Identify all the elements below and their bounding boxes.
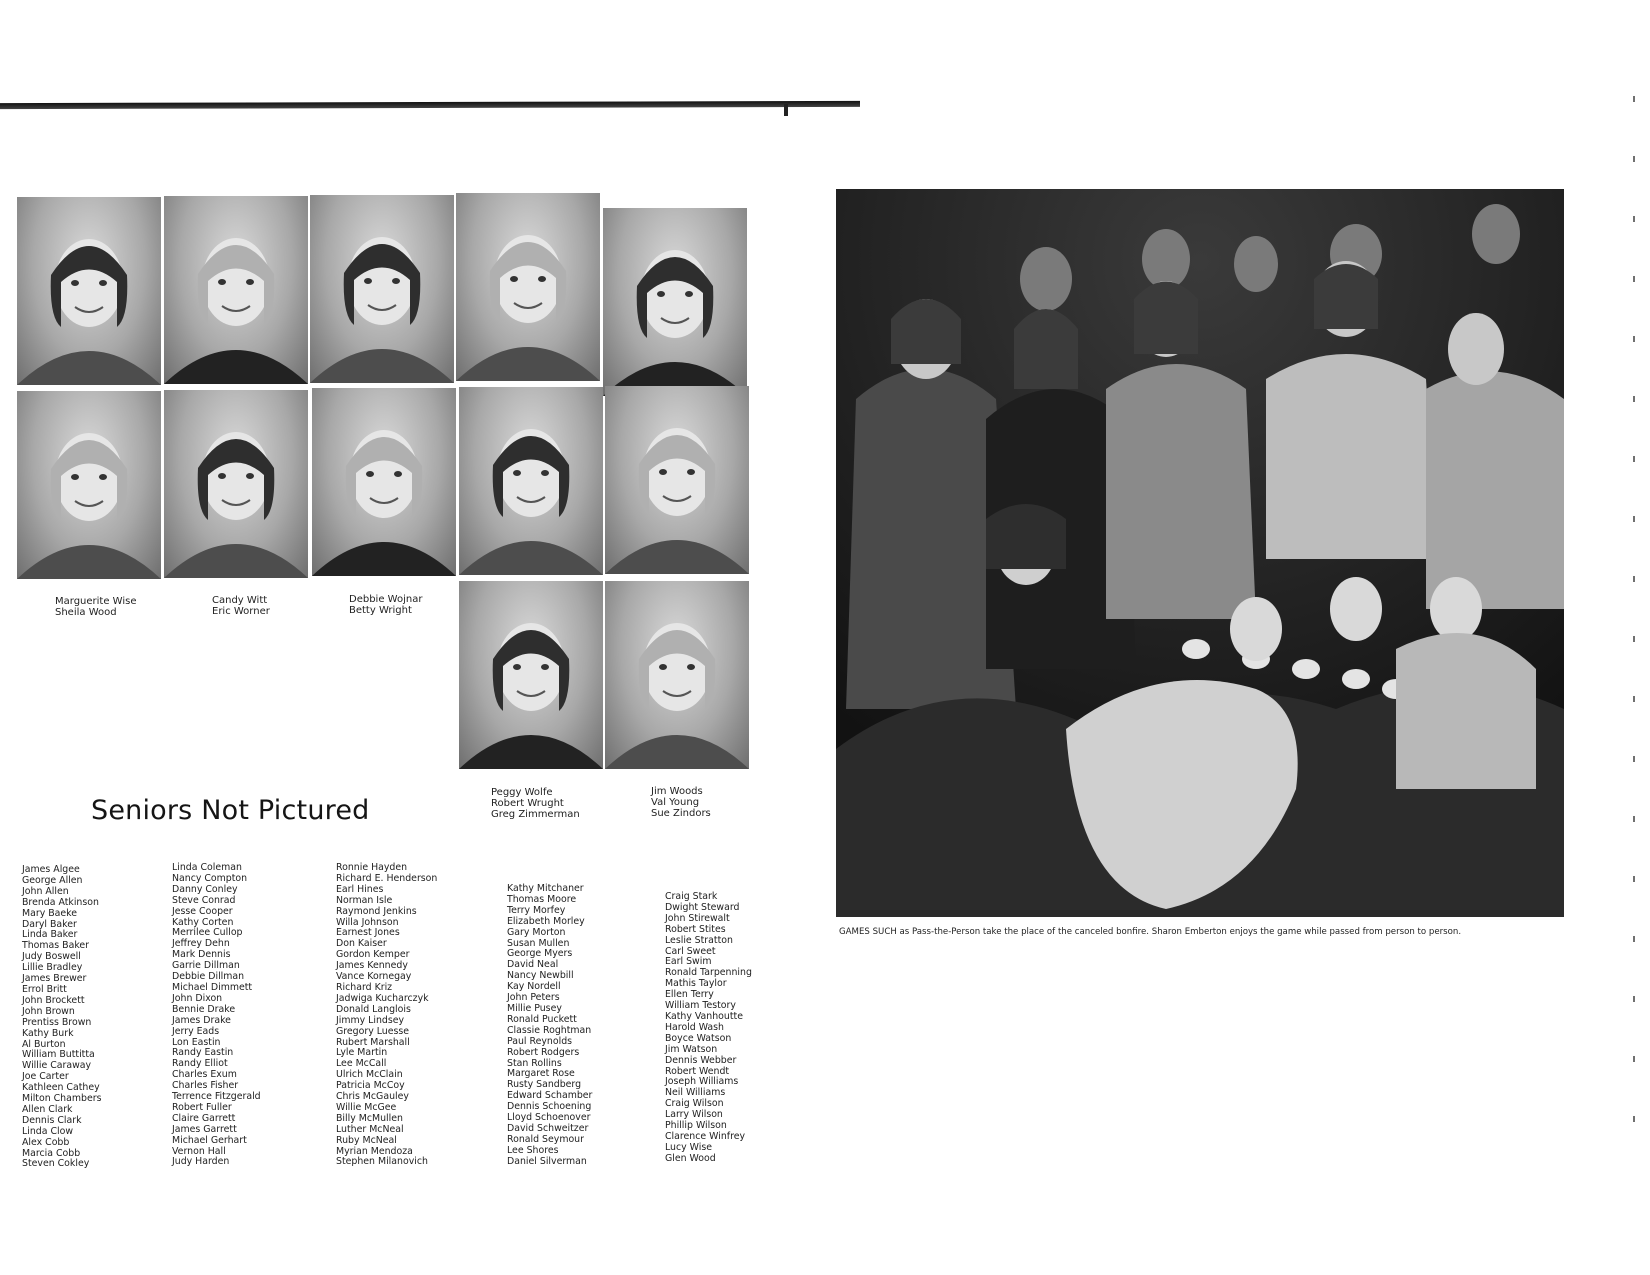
not-pictured-name: Ruby McNeal [336,1134,397,1146]
not-pictured-name: Mary Baeke [22,907,78,919]
not-pictured-name: Jeffrey Dehn [172,938,230,950]
not-pictured-name: Lon Eastin [172,1036,221,1048]
not-pictured-name: Lee Shores [507,1144,559,1156]
not-pictured-name: Charles Exum [172,1069,237,1081]
not-pictured-name: Thomas Baker [22,940,90,952]
not-pictured-name: John Brown [22,1005,75,1017]
not-pictured-name: Lyle Martin [336,1047,388,1059]
not-pictured-name: Dennis Schoening [507,1101,592,1113]
not-pictured-name: Mark Dennis [172,949,231,961]
not-pictured-name: Garrie Dillman [172,960,240,972]
not-pictured-name: Billy McMullen [336,1112,403,1124]
not-pictured-name: Phillip Wilson [665,1120,727,1132]
not-pictured-name: Joe Carter [22,1071,69,1083]
portrait-names-col-2 [212,595,270,617]
senior-portrait [605,581,749,769]
portrait-name: Debbie Wojnar [349,594,423,605]
not-pictured-name: Kathy Corten [172,916,234,928]
not-pictured-name: Earl Hines [336,883,384,895]
not-pictured-name: Earnest Jones [336,927,400,939]
not-pictured-name: Paul Reynolds [507,1035,573,1047]
portrait-name: Val Young [651,797,700,808]
not-pictured-name: James Algee [22,864,80,875]
not-pictured-name: Richard Kriz [336,981,393,993]
not-pictured-name: Elizabeth Morley [507,915,585,927]
not-pictured-name: Rusty Sandberg [507,1079,582,1091]
not-pictured-name: Classie Roghtman [507,1024,592,1036]
not-pictured-name: Randy Elliot [172,1058,228,1070]
not-pictured-name: David Schweitzer [507,1122,589,1134]
not-pictured-name: Ronald Puckett [507,1013,577,1025]
not-pictured-column-1 [22,865,101,1170]
not-pictured-name: James Garrett [172,1123,237,1135]
not-pictured-name: Glen Wood [665,1152,716,1164]
not-pictured-name: Daryl Baker [22,918,77,930]
not-pictured-column-5 [665,892,752,1165]
page-top-edge [0,101,860,109]
not-pictured-name: Lucy Wise [665,1141,713,1153]
not-pictured-name: Charles Fisher [172,1080,239,1092]
not-pictured-name: Lillie Bradley [22,962,83,974]
not-pictured-name: George Myers [507,948,573,960]
section-title: Seniors Not Pictured [91,795,370,826]
not-pictured-name: Lloyd Schoenover [507,1112,591,1124]
senior-portrait [310,195,454,383]
not-pictured-name: Stephen Milanovich [336,1156,428,1168]
not-pictured-name: Patricia McCoy [336,1080,405,1092]
not-pictured-name: Myrian Mendoza [336,1145,413,1157]
book-gutter [784,104,788,116]
not-pictured-name: John Allen [22,885,69,897]
not-pictured-name: Craig Wilson [665,1098,724,1110]
not-pictured-name: Vernon Hall [172,1145,226,1157]
not-pictured-name: Jerry Eads [172,1025,220,1037]
senior-portrait [17,391,161,579]
not-pictured-name: Judy Boswell [22,951,81,963]
not-pictured-name: Debbie Dillman [172,971,245,983]
not-pictured-name: Boyce Watson [665,1032,732,1044]
portrait-name: Eric Worner [212,606,270,617]
not-pictured-name: Willie Caraway [22,1060,92,1072]
not-pictured-name: Bennie Drake [172,1003,236,1015]
not-pictured-name: Ronald Seymour [507,1133,584,1145]
senior-portrait [164,390,308,578]
not-pictured-name: Steven Cokley [22,1158,90,1170]
not-pictured-name: Jadwiga Kucharczyk [336,992,429,1004]
not-pictured-name: David Neal [507,959,559,971]
not-pictured-name: Donald Langlois [336,1003,411,1015]
senior-portrait [459,387,603,575]
photo-caption: GAMES SUCH as Pass-the-Person take the place of the canceled bonfire. Sharon Emberton enjoys the game while passed from person to person. [839,927,1462,937]
not-pictured-name: Robert Wendt [665,1065,730,1077]
portrait-name: Betty Wright [349,605,412,616]
not-pictured-name: William Buttitta [22,1049,95,1061]
senior-portrait [605,386,749,574]
portrait-name: Sue Zindors [651,808,711,819]
not-pictured-name: Nancy Compton [172,872,248,884]
portrait-names-col-3 [349,594,422,616]
not-pictured-name: Robert Rodgers [507,1046,580,1058]
senior-portrait [456,193,600,381]
not-pictured-name: Gordon Kemper [336,949,410,961]
not-pictured-name: James Brewer [22,973,87,985]
senior-portrait [603,208,747,396]
not-pictured-name: Ulrich McClain [336,1069,403,1081]
not-pictured-name: John Dixon [172,992,223,1004]
not-pictured-name: Claire Garrett [172,1112,236,1124]
not-pictured-column-3 [336,863,437,1168]
not-pictured-name: Dwight Steward [665,901,740,913]
not-pictured-name: Joseph Williams [665,1076,739,1088]
senior-portrait [164,196,308,384]
not-pictured-name: Daniel Silverman [507,1155,587,1167]
not-pictured-name: Luther McNeal [336,1123,404,1135]
not-pictured-name: Larry Wilson [665,1109,723,1121]
not-pictured-name: Harold Wash [665,1021,724,1033]
not-pictured-name: Linda Baker [22,929,78,941]
not-pictured-name: Willa Johnson [336,916,399,928]
not-pictured-name: Leslie Stratton [665,934,733,946]
not-pictured-name: Steve Conrad [172,894,236,906]
not-pictured-name: George Allen [22,874,83,886]
not-pictured-name: John Peters [507,992,560,1004]
not-pictured-name: Margaret Rose [507,1068,575,1080]
not-pictured-name: Kathy Mitchaner [507,883,584,894]
not-pictured-name: John Stirewalt [665,912,730,924]
not-pictured-name: Lee McCall [336,1058,387,1070]
not-pictured-name: Mathis Taylor [665,978,727,990]
not-pictured-name: Clarence Winfrey [665,1130,746,1142]
not-pictured-name: Vance Kornegay [336,971,412,983]
not-pictured-column-4 [507,884,592,1168]
not-pictured-name: Ronald Tarpenning [665,967,752,979]
portrait-name: Peggy Wolfe [491,787,553,798]
not-pictured-name: Brenda Atkinson [22,896,99,908]
not-pictured-name: Susan Mullen [507,937,570,949]
not-pictured-name: Craig Stark [665,891,718,902]
not-pictured-name: Rubert Marshall [336,1036,410,1048]
not-pictured-name: Allen Clark [22,1103,73,1115]
not-pictured-name: William Testory [665,1000,736,1012]
not-pictured-name: Terry Morfey [507,904,566,916]
not-pictured-name: Ellen Terry [665,989,714,1001]
not-pictured-column-2 [172,863,261,1168]
not-pictured-name: Judy Harden [172,1156,230,1168]
not-pictured-name: Gary Morton [507,926,566,938]
not-pictured-name: Millie Pusey [507,1002,562,1014]
not-pictured-name: Michael Gerhart [172,1134,247,1146]
not-pictured-name: Don Kaiser [336,938,387,950]
not-pictured-name: Thomas Moore [507,893,577,905]
not-pictured-name: Prentiss Brown [22,1016,92,1028]
not-pictured-name: John Brockett [22,994,85,1006]
not-pictured-name: Jimmy Lindsey [336,1014,405,1026]
not-pictured-name: James Drake [172,1014,231,1026]
senior-portrait [17,197,161,385]
portrait-name: Robert Wrught [491,798,564,809]
not-pictured-name: Kathy Burk [22,1027,74,1039]
not-pictured-name: Raymond Jenkins [336,905,417,917]
not-pictured-name: Jim Watson [665,1043,718,1055]
portrait-names-col-1 [55,596,136,618]
not-pictured-name: Richard E. Henderson [336,872,438,884]
not-pictured-name: Randy Eastin [172,1047,234,1059]
not-pictured-name: Merrilee Cullop [172,927,243,939]
not-pictured-name: Danny Conley [172,883,238,895]
not-pictured-name: Gregory Luesse [336,1025,410,1037]
not-pictured-name: Earl Swim [665,956,712,968]
not-pictured-name: Dennis Webber [665,1054,737,1066]
not-pictured-name: Ronnie Hayden [336,862,408,873]
portrait-names-col-5 [651,786,711,819]
senior-portrait [312,388,456,576]
not-pictured-name: Kathleen Cathey [22,1082,100,1094]
not-pictured-name: Nancy Newbill [507,970,574,982]
not-pictured-name: Linda Coleman [172,862,242,873]
portrait-name: Greg Zimmerman [491,809,580,820]
not-pictured-name: Chris McGauley [336,1091,409,1103]
portrait-name: Marguerite Wise [55,596,137,607]
not-pictured-name: Linda Clow [22,1125,73,1137]
not-pictured-name: Kathy Vanhoutte [665,1010,743,1022]
not-pictured-name: Norman Isle [336,894,393,906]
not-pictured-name: Neil Williams [665,1087,726,1099]
portrait-name: Jim Woods [651,786,703,797]
not-pictured-name: Dennis Clark [22,1114,82,1126]
not-pictured-name: Terrence Fitzgerald [172,1091,261,1103]
not-pictured-name: James Kennedy [336,960,408,972]
not-pictured-name: Al Burton [22,1038,66,1050]
not-pictured-name: Willie McGee [336,1101,397,1113]
not-pictured-name: Carl Sweet [665,945,716,957]
crowd-photo [836,189,1564,917]
portrait-names-col-4 [491,787,580,820]
not-pictured-name: Alex Cobb [22,1136,70,1148]
not-pictured-name: Errol Britt [22,983,67,995]
not-pictured-name: Jesse Cooper [172,905,233,917]
not-pictured-name: Stan Rollins [507,1057,562,1069]
not-pictured-name: Marcia Cobb [22,1147,81,1159]
not-pictured-name: Edward Schamber [507,1090,593,1102]
not-pictured-name: Robert Stites [665,923,726,935]
not-pictured-name: Robert Fuller [172,1101,232,1113]
senior-portrait [459,581,603,769]
portrait-name: Sheila Wood [55,607,117,618]
not-pictured-name: Kay Nordell [507,981,561,993]
not-pictured-name: Milton Chambers [22,1093,102,1105]
page-right-edge [1633,96,1635,1176]
not-pictured-name: Michael Dimmett [172,981,253,993]
portrait-name: Candy Witt [212,595,268,606]
